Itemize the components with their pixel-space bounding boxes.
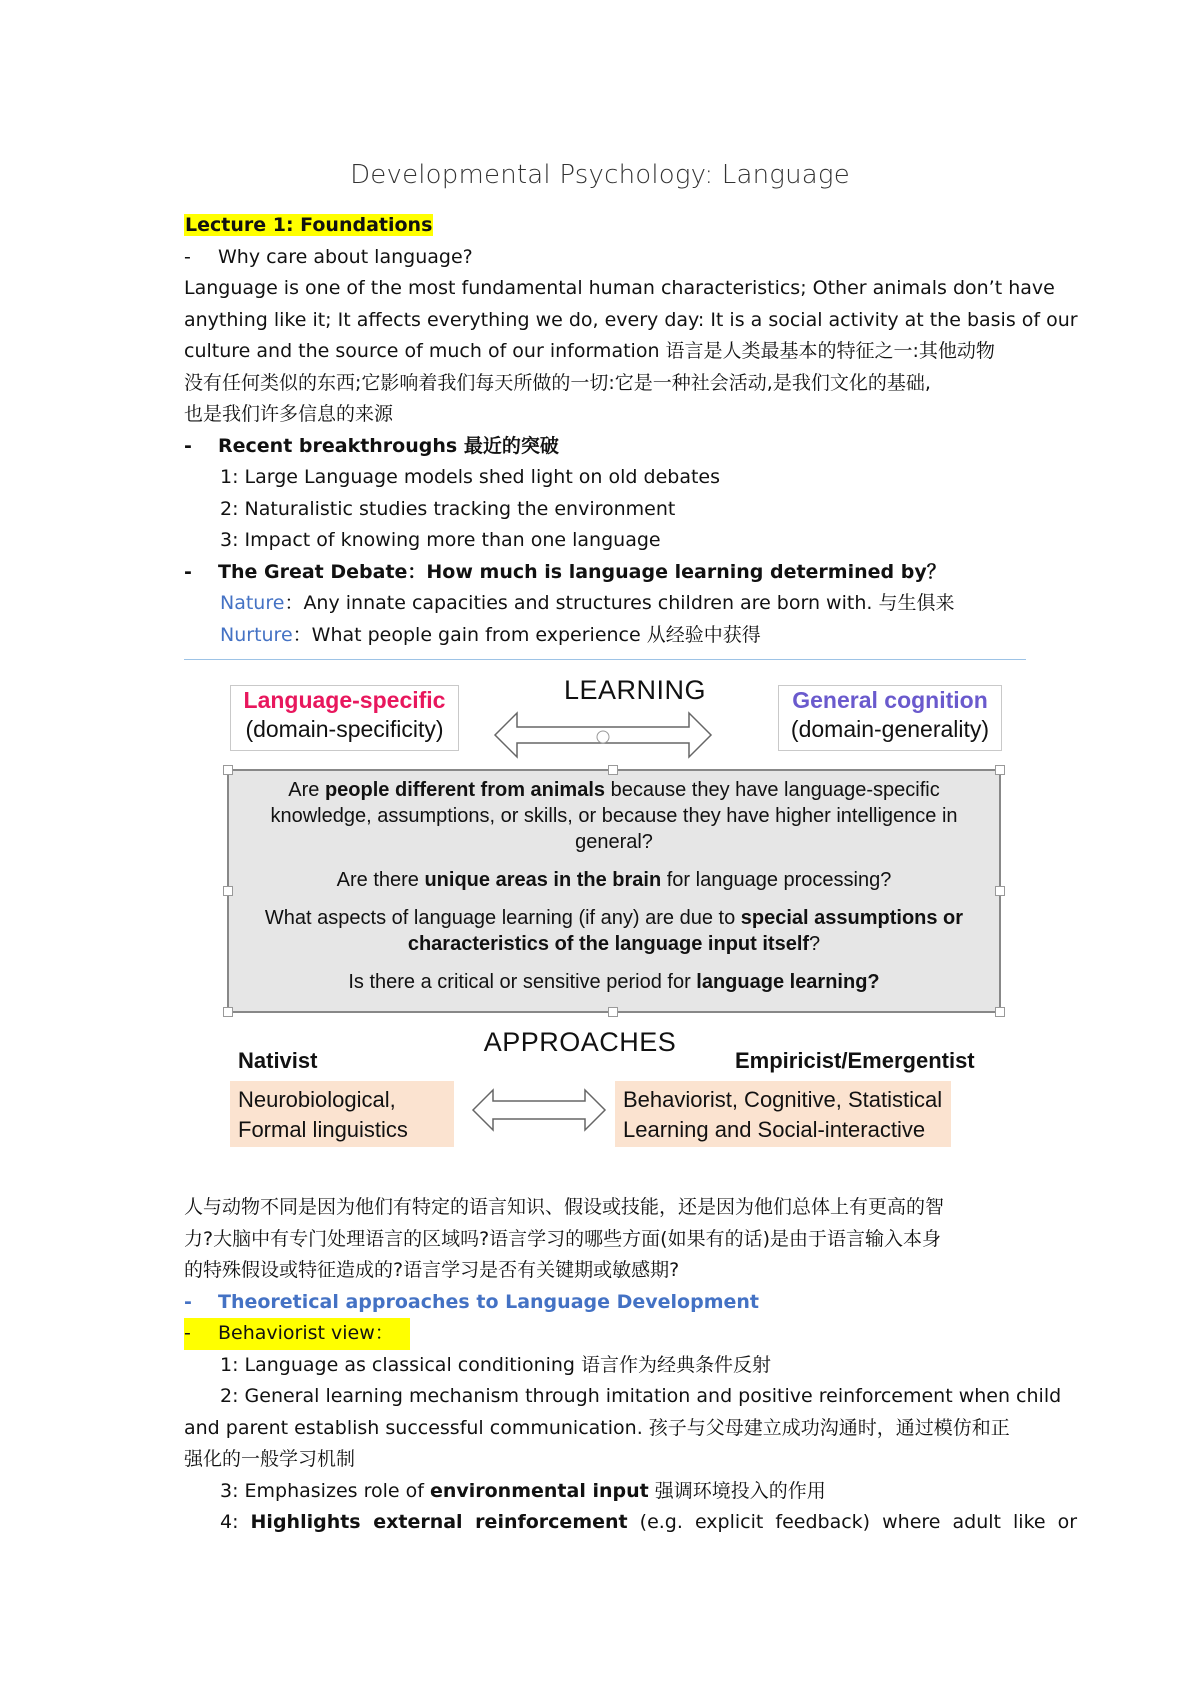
- nature-text: ：Any innate capacities and structures children are born with. 与生俱来: [284, 592, 955, 614]
- after-diagram-line-2: 力?大脑中有专门处理语言的区域吗?语言学习的哪些方面(如果有的话)是由于语言输入本身: [184, 1227, 941, 1250]
- approaches-double-arrow: [471, 1085, 607, 1135]
- behaviorist-item-3: [184, 1476, 1026, 1508]
- lecture-heading: Lecture 1: Foundations: [185, 214, 433, 236]
- resize-handle: [608, 765, 618, 775]
- lecture-heading-line: [184, 210, 1026, 242]
- language-specific-box: [230, 685, 459, 751]
- breakthroughs-heading: Recent breakthroughs 最近的突破: [218, 434, 559, 457]
- document-body: [184, 210, 1078, 660]
- question-2-pre: Are there: [336, 869, 425, 891]
- bullet-dash: -: [184, 434, 192, 457]
- learning-double-arrow: [493, 707, 713, 763]
- question-1-post: because they have language-specific knowledge, assumptions, or skills, or because they have higher intelligence in general?: [270, 779, 958, 853]
- nurture-line: [184, 620, 1026, 652]
- great-debate-heading-line: [184, 557, 1026, 589]
- why-care-line: [184, 242, 1026, 274]
- intro-line-3: culture and the source of much of our information 语言是人类最基本的特征之一:其他动物: [184, 340, 995, 362]
- breakthrough-item-1: 1: Large Language models shed light on old debates: [220, 466, 721, 488]
- question-1: [229, 777, 999, 855]
- behaviorist-item-2-line-3: 强化的一般学习机制: [184, 1448, 356, 1470]
- resize-handle: [995, 886, 1005, 896]
- nurture-text: ：What people gain from experience 从经验中获得: [292, 623, 761, 646]
- breakthrough-item-3: 3: Impact of knowing more than one language: [220, 529, 661, 551]
- nature-line: [184, 588, 1026, 620]
- resize-handle: [223, 765, 233, 775]
- resize-handle: [995, 765, 1005, 775]
- empiricist-box-line-1: Behaviorist, Cognitive, Statistical: [623, 1087, 943, 1112]
- great-debate-heading: The Great Debate：How much is language learning determined by？: [218, 560, 946, 583]
- empiricist-box-line-2: Learning and Social-interactive: [623, 1117, 926, 1142]
- behaviorist-item-2-line-1: 2: General learning mechanism through imitation and positive reinforcement when child: [220, 1385, 1062, 1407]
- document-body-continued: [184, 1192, 1078, 1539]
- document-title: Developmental Psychology: Language: [350, 160, 850, 190]
- breakthroughs-heading-line: [184, 431, 1026, 463]
- behaviorist-item-1: 1: Language as classical conditioning 语言作为经典条件反射: [220, 1353, 772, 1376]
- intro-line-5: 也是我们许多信息的来源: [184, 403, 394, 425]
- behaviorist-heading-line: [184, 1318, 1026, 1350]
- general-cognition-label: General cognition: [792, 687, 988, 713]
- behaviorist-item-3-bold: environmental input: [429, 1479, 649, 1502]
- empiricist-box: [615, 1081, 951, 1147]
- intro-line-1: Language is one of the most fundamental human characteristics; Other animals don’t have: [184, 277, 1055, 299]
- domain-specificity-label: (domain-specificity): [245, 716, 444, 742]
- bullet-dash: -: [184, 245, 191, 268]
- behaviorist-item-4-bold: Highlights external reinforcement: [250, 1511, 628, 1533]
- bullet-dash: -: [184, 1322, 191, 1344]
- question-3-pre: What aspects of language learning (if any) are due to: [264, 907, 741, 929]
- nativist-box-line-2: Formal linguistics: [238, 1117, 408, 1142]
- theoretical-approaches-heading: Theoretical approaches to Language Development: [218, 1290, 759, 1313]
- question-2-post: for language processing?: [661, 869, 892, 891]
- bullet-dash: -: [184, 560, 192, 583]
- questions-box: [227, 769, 1001, 1013]
- why-care-text: Why care about language?: [218, 245, 473, 268]
- behaviorist-item-3-pre: 3: Emphasizes role of: [220, 1479, 430, 1502]
- empiricist-label: Empiricist/Emergentist: [735, 1048, 975, 1073]
- general-cognition-box: [778, 685, 1002, 751]
- resize-handle: [608, 1007, 618, 1017]
- after-diagram-line-1: 人与动物不同是因为他们有特定的语言知识、假设或技能，还是因为他们总体上有更高的智: [184, 1196, 945, 1218]
- question-1-bold: people different from animals: [324, 779, 606, 801]
- domain-generality-label: (domain-generality): [790, 716, 990, 742]
- behaviorist-item-4-post: (e.g. explicit feedback) where adult like or: [627, 1511, 1078, 1533]
- resize-handle: [223, 1007, 233, 1017]
- breakthrough-item-2: 2: Naturalistic studies tracking the environment: [220, 497, 676, 520]
- nativist-box: [230, 1081, 454, 1147]
- question-3: [229, 905, 999, 957]
- question-2-bold: unique areas in the brain: [424, 869, 662, 891]
- resize-handle: [223, 886, 233, 896]
- behaviorist-item-2-line-2: and parent establish successful communication. 孩子与父母建立成功沟通时，通过模仿和正: [184, 1416, 1010, 1439]
- theoretical-approaches-line: [184, 1287, 1026, 1319]
- language-specific-label: Language-specific: [243, 687, 446, 713]
- behaviorist-item-4-pre: 4:: [220, 1511, 251, 1533]
- intro-line-2: anything like it; It affects everything we do, every day: It is a social activity at the basis of our: [184, 308, 1078, 331]
- learning-label: LEARNING: [563, 675, 707, 705]
- question-3-bold: special assumptions or characteristics of the language input itself: [407, 907, 964, 955]
- after-diagram-line-3: 的特殊假设或特征造成的?语言学习是否有关键期或敏感期?: [184, 1259, 680, 1281]
- nurture-label: Nurture: [220, 623, 293, 646]
- question-1-pre: Are: [288, 779, 325, 801]
- horizontal-divider: [184, 659, 1026, 660]
- resize-handle: [995, 1007, 1005, 1017]
- behaviorist-item-4: [184, 1507, 1078, 1539]
- question-4-pre: Is there a critical or sensitive period for: [348, 971, 697, 993]
- question-4: [229, 969, 999, 995]
- nature-label: Nature: [220, 592, 285, 614]
- behaviorist-item-3-post: 强调环境投入的作用: [648, 1479, 826, 1502]
- approaches-label: APPROACHES: [483, 1027, 677, 1057]
- nativist-label: Nativist: [238, 1048, 318, 1073]
- question-3-post: ?: [809, 933, 821, 955]
- question-4-bold: language learning?: [696, 971, 880, 993]
- behaviorist-heading: Behaviorist view：: [218, 1322, 394, 1344]
- intro-line-4: 没有任何类似的东西;它影响着我们每天所做的一切:它是一种社会活动,是我们文化的基础,: [184, 371, 931, 394]
- learning-approaches-diagram: [225, 675, 1015, 1155]
- bullet-dash: -: [184, 1290, 192, 1313]
- behaviorist-highlight: [184, 1318, 410, 1350]
- nativist-box-line-1: Neurobiological,: [238, 1087, 396, 1112]
- question-2: [229, 867, 999, 893]
